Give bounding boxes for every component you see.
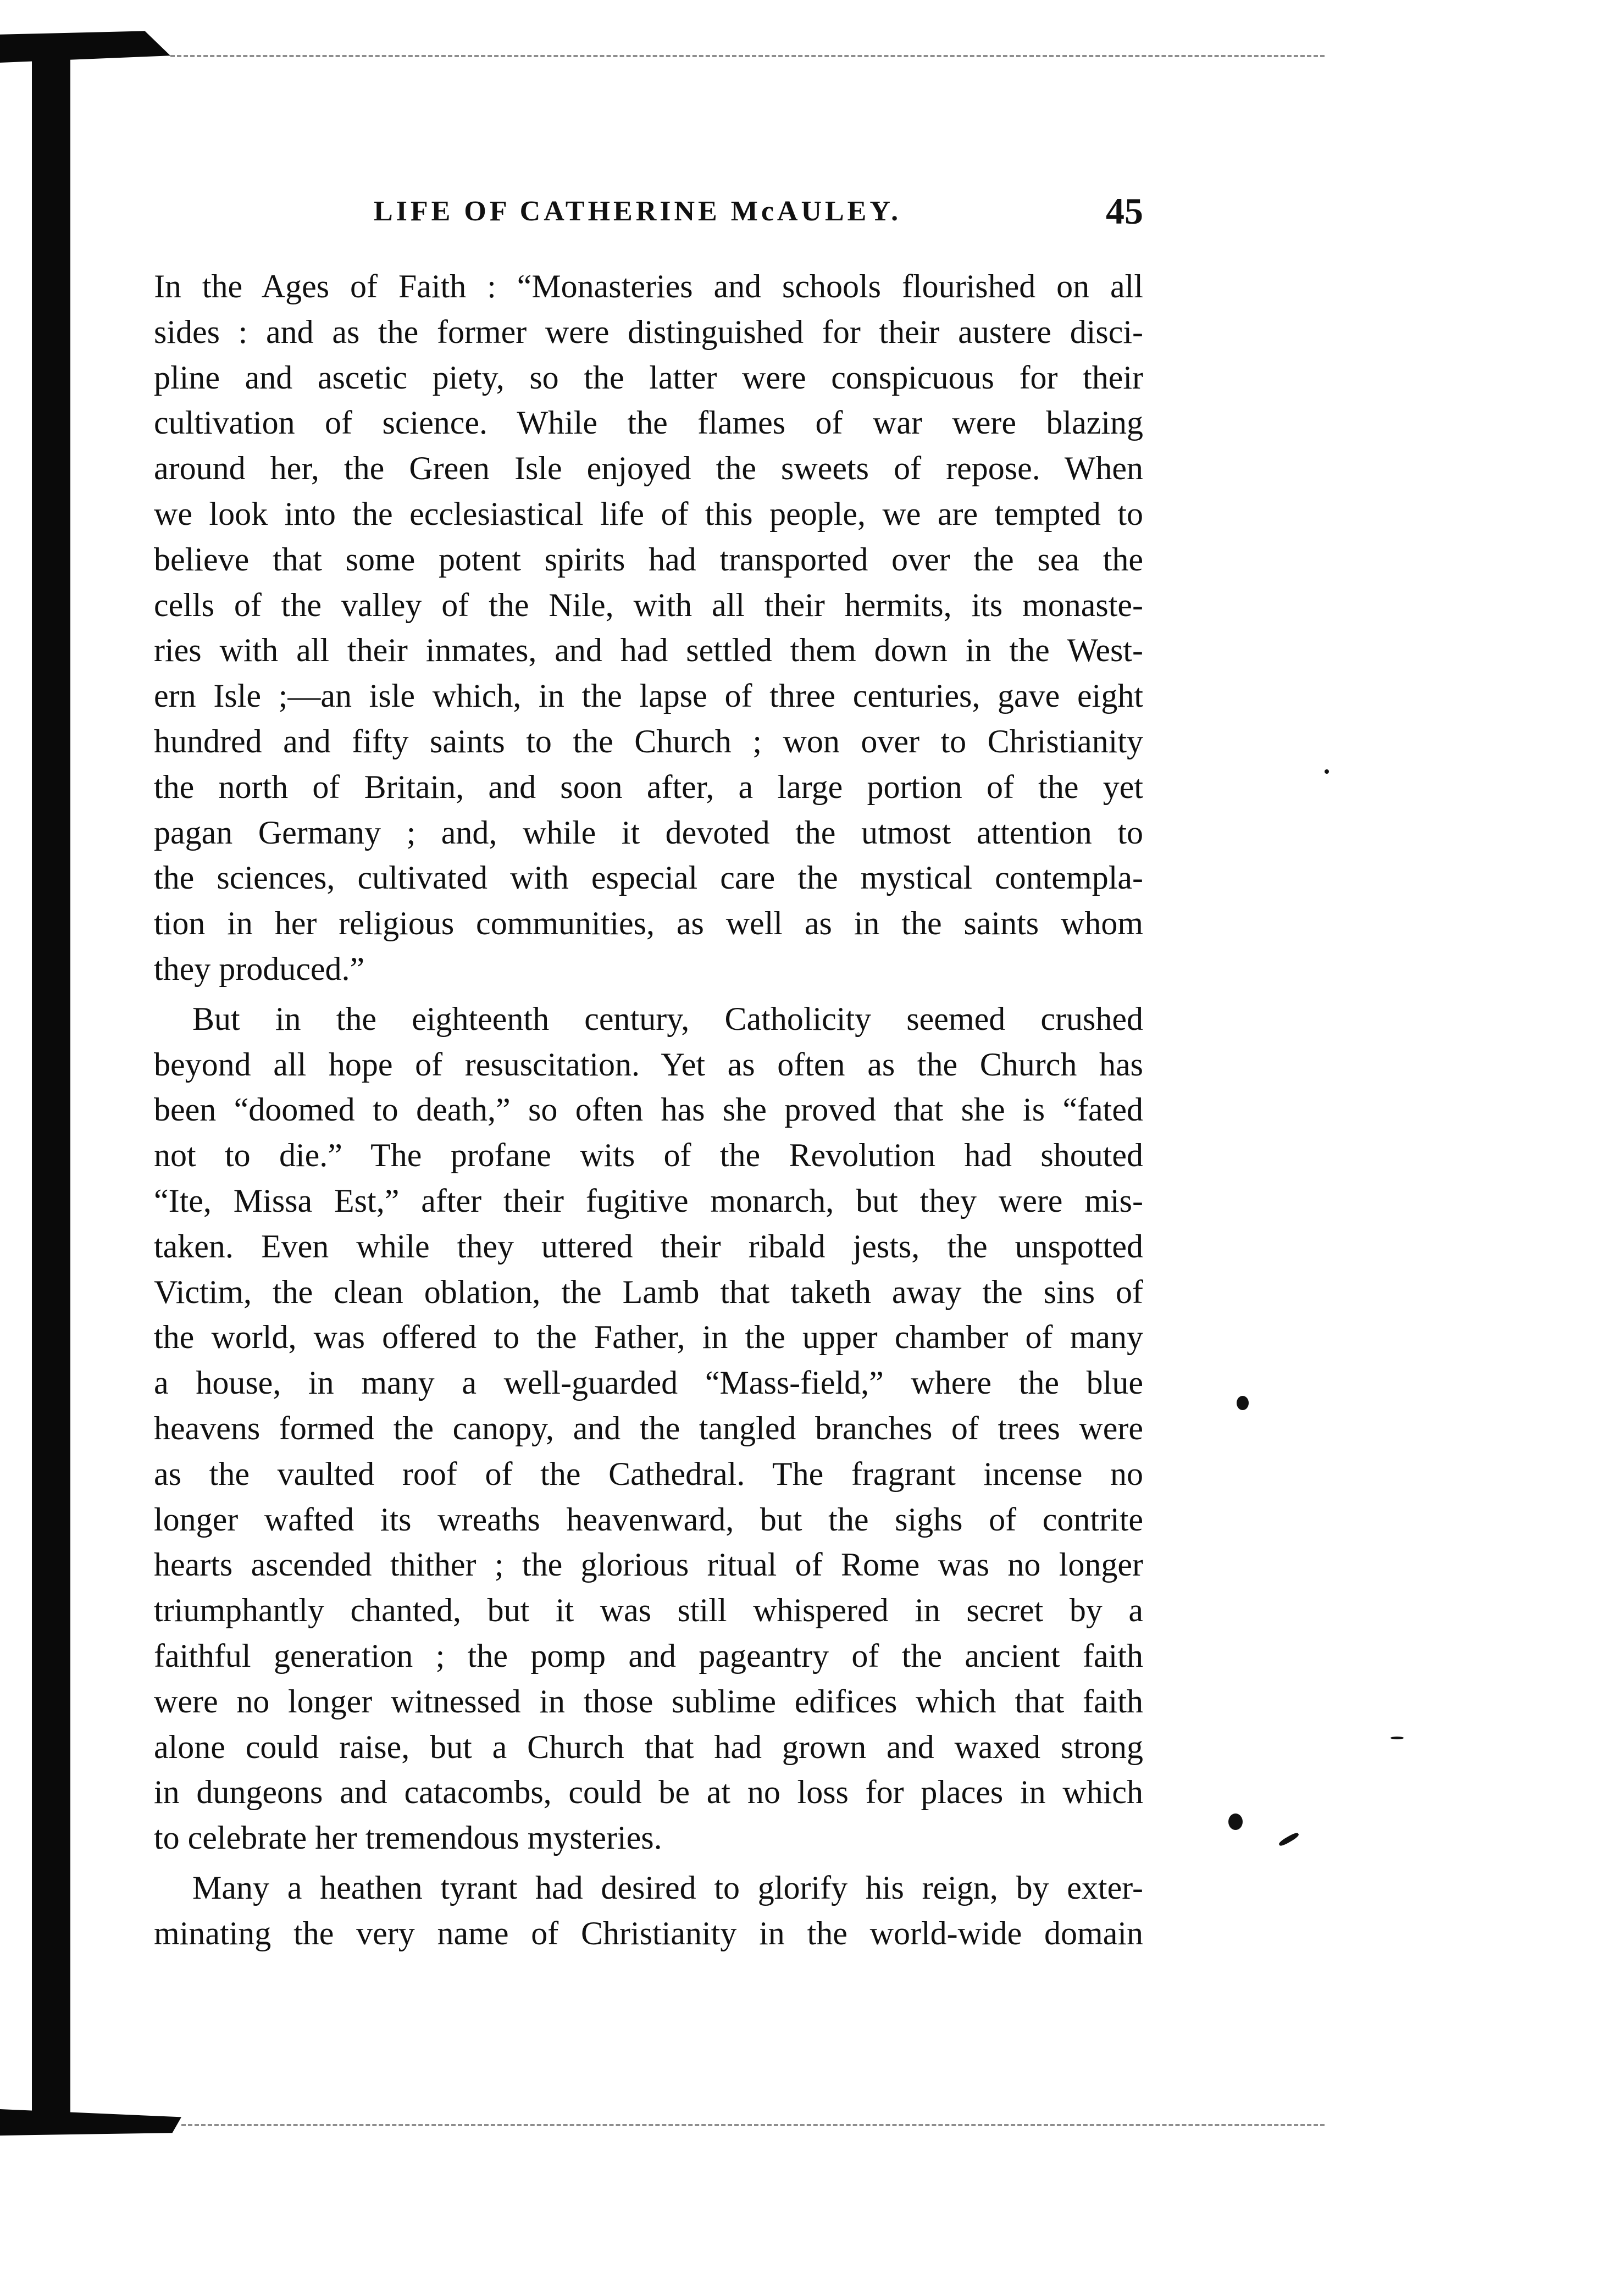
text-line: taken. Even while they uttered their ribald jests, the unspotted: [154, 1228, 1143, 1265]
paragraph-2: [154, 996, 1143, 1861]
ink-speck: [1325, 769, 1329, 774]
text-line: ries with all their inmates, and had settled them down in the West-: [154, 632, 1143, 669]
text-line: triumphantly chanted, but it was still whispered in secret by a: [154, 1592, 1143, 1629]
text-line: tion in her religious communities, as well as in the saints whom: [154, 905, 1143, 942]
running-header: [154, 190, 1143, 239]
paragraph-1: [154, 264, 1143, 992]
ink-speck: [1278, 1832, 1300, 1848]
text-line: in dungeons and catacombs, could be at no loss for places in which: [154, 1774, 1143, 1811]
text-line: cells of the valley of the Nile, with all their hermits, its monaste-: [154, 586, 1143, 623]
text-line: But in the eighteenth century, Catholicity seemed crushed: [192, 1000, 1143, 1037]
text-line: In the Ages of Faith : “Monasteries and schools flourished on all: [154, 268, 1143, 304]
text-line: pline and ascetic piety, so the latter were conspicuous for their: [154, 359, 1143, 396]
paragraph-3: [154, 1865, 1143, 1956]
text-line: the world, was offered to the Father, in the upper chamber of many: [154, 1319, 1143, 1356]
text-line: we look into the ecclesiastical life of this people, we are tempted to: [154, 495, 1143, 532]
text-line: pagan Germany ; and, while it devoted the utmost attention to: [154, 814, 1143, 851]
text-line: to celebrate her tremendous mysteries.: [154, 1820, 662, 1856]
text-line: cultivation of science. While the flames of war were blazing: [154, 404, 1143, 441]
text-line: alone could raise, but a Church that had grown and waxed strong: [154, 1728, 1143, 1765]
text-line: Victim, the clean oblation, the Lamb that taketh away the sins of: [154, 1273, 1143, 1310]
binding-spine: [32, 38, 70, 2121]
text-line: sides : and as the former were distinguished for their austere disci-: [154, 313, 1143, 350]
text-line: believe that some potent spirits had transported over the sea the: [154, 541, 1143, 578]
text-line: been “doomed to death,” so often has she proved that she is “fated: [154, 1091, 1143, 1128]
ink-speck: [1391, 1737, 1404, 1739]
scan-edge-line-bottom: [181, 2124, 1325, 2126]
text-line: hundred and fifty saints to the Church ; won over to Christianity: [154, 723, 1143, 759]
text-line: ern Isle ;—an isle which, in the lapse of three centuries, gave eight: [154, 678, 1143, 714]
text-line: were no longer witnessed in those sublime edifices which that faith: [154, 1683, 1143, 1720]
text-line: beyond all hope of resuscitation. Yet as often as the Church has: [154, 1046, 1143, 1083]
text-line: longer wafted its wreaths heavenward, but the sighs of contrite: [154, 1501, 1143, 1538]
text-line: a house, in many a well-guarded “Mass-field,” where the blue: [154, 1365, 1143, 1401]
text-line: Many a heathen tyrant had desired to glorify his reign, by exter-: [192, 1869, 1143, 1906]
paragraph-gap: [154, 1861, 1143, 1865]
text-line: around her, the Green Isle enjoyed the sweets of repose. When: [154, 450, 1143, 487]
ink-speck: [1237, 1396, 1249, 1410]
ink-speck: [1228, 1813, 1243, 1830]
body-text: [154, 264, 1143, 1956]
text-line: they produced.”: [154, 950, 365, 987]
text-line: heavens formed the canopy, and the tangled branches of trees were: [154, 1410, 1143, 1446]
text-line: as the vaulted roof of the Cathedral. The fragrant incense no: [154, 1455, 1143, 1492]
scan-edge-line-top: [170, 55, 1325, 57]
running-title: LIFE OF CATHERINE McAULEY.: [374, 196, 902, 227]
paragraph-gap: [154, 992, 1143, 996]
text-line: minating the very name of Christianity in the world-wide domain: [154, 1915, 1143, 1951]
text-line: not to die.” The profane wits of the Revolution had shouted: [154, 1137, 1143, 1174]
page-number: 45: [1106, 190, 1143, 232]
binding-edge-top: [0, 27, 170, 63]
text-line: the north of Britain, and soon after, a large portion of the yet: [154, 768, 1143, 805]
text-line: hearts ascended thither ; the glorious ritual of Rome was no longer: [154, 1546, 1143, 1583]
text-line: the sciences, cultivated with especial care the mystical contempla-: [154, 859, 1143, 896]
text-line: “Ite, Missa Est,” after their fugitive monarch, but they were mis-: [154, 1182, 1143, 1219]
text-line: faithful generation ; the pomp and pageantry of the ancient faith: [154, 1637, 1143, 1674]
binding-edge-bottom: [0, 2109, 181, 2136]
